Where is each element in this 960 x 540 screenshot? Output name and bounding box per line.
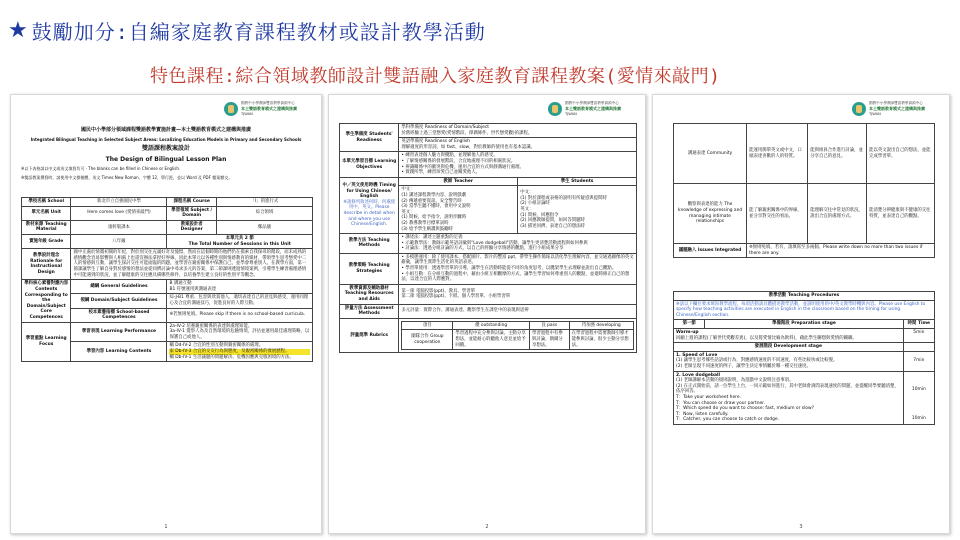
general-value-1: B 溝通互動 [169, 281, 192, 287]
objective-item: • 練習表達個人魅力與優點，並理解他人的感受。 [401, 153, 634, 159]
subject-value: 綜合領域 [216, 206, 312, 220]
rubrics-label: 評量規準 Rubrics [340, 318, 399, 352]
timing-note: ※請條列敘述何時、何處使用中、英文。Please describe in detail when and where you use Chinese/English. [343, 199, 396, 228]
teacher-zh-1: (1) 講述課程教學內容、說明戲劇 [401, 192, 467, 198]
core-label: 學科核心素養對應內容 Contents Corresponding to the Domain/Subject Core Competences [22, 280, 71, 323]
teacher-zh-2: (2) 傳遞重要資訊、安全警告時 [401, 198, 462, 204]
rationale-label: 教學設計理念 Rationale for Instructional Design [22, 249, 71, 280]
knowledge-label: 觀察與表達的能力 The knowledge of expressing and managing intimate relationships [674, 184, 747, 244]
unit-label: 單元名稱 Unit [22, 206, 71, 220]
strategy-item: • 學習單使用：透過學習單的引導，讓學生在活動時能從不同的角度思考，以鷹架學生去理解並說出自己觀點。 [401, 266, 634, 272]
teacher-zh-label: 中文： [401, 187, 415, 193]
method-item: • 討論法：透過分組討論的方式，以自己的經驗分享情感的觀點，進行小組成果分享 [401, 246, 634, 252]
logo-text: 國教中小學教師雙語教學資源中心 本土雙語教育模式之建構與推廣 TJWAN [565, 101, 621, 116]
timing-label: 中／英文使用時機 Timing for Using Chinese/ English [342, 183, 396, 200]
methods-label: 教學方法 Teaching Methods [340, 234, 399, 254]
rubric-item-header: 項目 [402, 321, 453, 330]
rubrics-cell [399, 318, 637, 352]
plan-title-zh: 雙語課程教案設計 [141, 145, 190, 152]
objective-item: • 實踐所學，練習珍愛自己並關愛他人。 [401, 170, 634, 176]
dialogue-line: T：Catcher, you can choose to catch or dodge. [676, 417, 779, 423]
domain-label: 領綱 Domain/Subject Guidelines [71, 294, 167, 308]
fill-note: ※以下表格請以中文或英文填寫均可 · The blanks can be filled in Chinese or English. [21, 166, 181, 171]
readiness-english [399, 138, 637, 152]
competence-table [673, 123, 935, 258]
lesson-plan-page-2 [328, 94, 646, 534]
focus-label: 學習重點 Learning Focus [22, 322, 71, 362]
activity-1-step-1: (1) 讓學生思考哪些話語或行為，對應感情速度的不同速度，有些比較快或比較慢。 [676, 358, 838, 364]
logo-text: 國教中小學教師雙語教學資源中心 本土雙語教育模式之建構與推廣 TJWAN [241, 101, 297, 116]
rubric-row-label: 團隊合作 Group cooperation [402, 330, 453, 350]
procedures-table [673, 291, 935, 425]
assessment-label: 評量方法 Assessment Methods [340, 304, 399, 318]
page-number: 3 [799, 524, 803, 530]
slide-title-text: 鼓勵加分:自編家庭教育課程教材或設計教學活動 [31, 20, 486, 44]
performance-value [167, 322, 313, 342]
community-1: 能運用簡單英文或中文，口頭表達喜歡的人的特質。 [747, 124, 808, 184]
content-value-1: 輔 Dd-IV-2 合宜的性別互動與親密關係的處理。 [169, 343, 264, 349]
strategies-list [399, 253, 637, 284]
prep-stage-header: 準備階段 Preparation stage [705, 320, 903, 329]
strategies-label: 教學策略 Teaching Strategies [340, 253, 399, 284]
readiness-domain-text: 於舊經驗上過三堂戀愛(愛情階段、擇偶條件、世代戀愛觀)的課程。 [401, 130, 533, 136]
content-label: 學習內容 Learning Contents [71, 342, 167, 362]
student-en-2: (2) 回應教師提問，如回答問題時 [520, 218, 585, 224]
plan-heading-en: Integrated Bilingual Teaching in Selected Subject Areas: Localizing Education Models in Primary and Secondary Schools [30, 136, 302, 142]
lesson-plan-page-1 [10, 94, 322, 534]
activity-1 [674, 351, 904, 371]
student-en-label: 英文： [520, 206, 534, 212]
session-1-label: 第一節 [674, 320, 705, 329]
student-zh-label: 中文： [520, 190, 534, 196]
rubric-outstanding-header: 優 outstanding [453, 321, 530, 330]
sessions-label-en: The Total Number of Sessions in this Unit [188, 241, 291, 247]
teacher-header: 教師 Teacher [399, 177, 518, 186]
warmup-title: Warm-up [676, 329, 699, 335]
time-header: 時間 Time [903, 320, 934, 329]
logo-icon [852, 102, 866, 116]
dialogue-line: T：Now, listen carefully. [676, 411, 729, 417]
school-based-label: 校本素養指標 School-based Competences [71, 308, 167, 322]
objectives-list [399, 152, 637, 177]
readiness-english-title: 英語準備度 Readiness of English [401, 139, 470, 145]
teacher-en-label: 英文： [401, 209, 415, 215]
objective-item: • 了解情感關係的發展階段，合宜地處理不同的相處狀況。 [401, 159, 634, 165]
assessment-value: 多元評量：實際合作、溝通表達、觀察學生在課堂中的表現與思辨 [399, 304, 637, 318]
logo-icon [224, 102, 238, 116]
rubric-outstanding: 學習過程中充分參與討論，主動分享想法，並能耐心聆聽他人意見並給予回饋。 [453, 330, 530, 350]
activity-2-step-2: (2) 在正式開始前，請一位學生上台，一同示範如何進行，其中老師會詢問表現速度的問題，並提醒同學要聽清楚，依序回答。 [676, 383, 899, 395]
lesson-plan-page-3 [652, 94, 950, 534]
center-logo [548, 101, 635, 117]
procedures-header: 教學活動 Teaching Procedures [674, 292, 935, 301]
time-10min: 10min [911, 416, 926, 422]
timing-cell [340, 177, 399, 233]
plan-title-en: The Design of Bilingual Lesson Plan [105, 155, 227, 163]
teacher-en-2: (2) 教導教學目標單詞時 [401, 220, 449, 226]
dialogue-line: T：Take your worksheet here. [676, 394, 741, 400]
school-based-value: ※若無則免填。Please skip if there is no school-based curricula. [167, 308, 313, 322]
grade-value: 八年級 [71, 234, 167, 248]
page-number: 1 [164, 524, 168, 530]
knowledge-2: 能理解交往中常見的狀況，說出合宜的處理方式。 [808, 184, 867, 244]
logo-text: 國教中小學教師雙語教學資源中心 本土雙語教育模式之建構與推廣 TJWAN [869, 101, 925, 116]
activity-2 [674, 371, 904, 424]
general-value-2: B1 符號運用與溝通表達 [169, 286, 217, 292]
teacher-en-3: (3) 給予學生稱讚與鼓勵時 [401, 226, 453, 232]
student-en-3: (3) 描述同儕、表達自己的想法時 [520, 223, 585, 229]
student-zh-2: (2) 小組討論時 [520, 201, 550, 207]
procedures-note: ※請以下欄位要求填寫教學流程，每項活動請具體描述教學活動，並說明使用的中/英文教學時機與內容。Please use English to specify how teaching activities are executed in English in the classroom based on the timing for using Chinese/English section. [674, 300, 935, 320]
readiness-english-text: 理解適度的形容詞，如 fast、slow，對於教師的使用也有基本認識。 [401, 144, 535, 150]
strategy-item: • 多模態運用：除了使用課本、搭配圖片、影片的豐富 ppt，帶學生操作簡報以活化學生理解內容，並交通過圖像的英文辭彙，讓學生實際生活化的英語表述。 [401, 255, 634, 266]
school-label: 學校名稱 School [22, 198, 71, 207]
sessions-label: 本單元共 2 節 [225, 235, 254, 241]
rubric-developing-header: 待加強 developing [569, 321, 633, 330]
knowledge-3: 能清楚分辨健康與不健康的交往特質，並表達自己的觀點。 [867, 184, 935, 244]
unit-value: Here comes love (愛情來敲門) [71, 206, 167, 220]
resource-1: 第一節 電腦投影(ppt)、教具、學習單 [401, 288, 475, 294]
performance-label: 學習表現 Learning Performance [71, 322, 167, 342]
knowledge-1: 能了解親密關係中的界線，並分享對交往的看法。 [747, 184, 808, 244]
slide-title [8, 16, 486, 45]
rubric-pass: 學習過程中有參與討論，偶爾分享想法。 [529, 330, 569, 350]
material-value: 康軒版課本 [71, 220, 167, 234]
performance-value-2: 3a-IV-1 覺察人為及自然環境的危險情境，評估並運用最佳處理策略，以保護自己或他人。 [169, 329, 310, 340]
material-label: 教材來源 Teaching Material [22, 220, 71, 234]
activity-1-title: 1. Speed of Love [676, 352, 718, 358]
teacher-en-1: (1) 問候、給予指令、說明步驟時 [401, 215, 467, 221]
method-item: • 講述法：講述主題重點的定義 [401, 235, 634, 241]
readiness-domain-title: 學科準備度 Readiness of Domain/Subject [401, 125, 490, 130]
lesson-detail-table [339, 123, 637, 353]
general-label: 總綱 General Guidelines [71, 280, 167, 294]
star-icon: ★ [8, 18, 28, 43]
rubrics-table [401, 321, 634, 350]
objective-item: • 辨識關係中的衝突與危機，運用合宜的方式與靜溝通行處理。 [401, 165, 634, 171]
activity-1-step-2: (2) 老師呈現不同速度的例子，讓學生決定事情屬於哪一種交往速度。 [676, 363, 811, 369]
dialogue-line: T：You can choose or draw your partner. [676, 400, 765, 406]
performance-value-1: 2a-IV-2 培養親密關係的表達與處理知能。 [169, 323, 253, 329]
rubric-developing: 在學習過程中需要教師引導才能參與討論，很少主動分享想法。 [569, 330, 633, 350]
dev-stage-header: 發展階段 Development stage [674, 343, 904, 352]
community-3: 能以英文說出自己的想法，並能完成學習單。 [867, 124, 935, 184]
content-value [167, 342, 313, 362]
student-zh-1: (1) 對於課程或表格的說明有所疑惑與提問時 [520, 195, 607, 201]
resources-value [399, 284, 637, 304]
domain-value: 綜-J-B1 尊重、包容與欣賞他人，適切表達自己的意見與感受，運用同理心及合宜的溝通技巧，促進良好的人際互動。 [167, 294, 313, 308]
community-label: 溝通表達 Community [674, 124, 747, 184]
center-logo [224, 101, 311, 117]
activity-2-times [903, 371, 934, 424]
student-en-1: (1) 問候、回應指令 [520, 212, 559, 218]
slide-subtitle: 特色課程:綜合領域教師設計雙語融入家庭教育課程教案(愛情來敲門) [150, 66, 721, 87]
format-note: ※雙語教案撰寫時，請使用中文標楷體，英文 Times New Roman，字體 12，單行距，並以 Word 及 PDF 檔案繳交。 [21, 174, 233, 180]
sessions-cell [167, 234, 313, 248]
method-item: • 示範教學法：教師示範英語詞彙與"Love dodgeball"活動，讓學生更清楚活動流程與如何參與 [401, 241, 634, 247]
course-value: 「I」的進行式 [216, 198, 312, 207]
methods-list [399, 234, 637, 254]
activity-2-title: 2. Love dodgeball [676, 372, 720, 378]
teacher-timing [399, 186, 518, 234]
lesson-plan-heading [21, 127, 311, 183]
issues-label: 議題融入 Issues Integrated [674, 244, 747, 258]
student-header: 學生 Students [518, 177, 637, 186]
warmup-text: 回顧上週的課程(了解世代愛觀差異)，以及將愛情比喻為飲料)，藉此學生聯想與愛情的關聯。 [676, 335, 857, 341]
activity-2-step-1: (1) 老師講解本活動的規則說明，為遊戲中文說明注意事項。 [676, 378, 794, 384]
grade-label: 實施年級 Grade [22, 234, 71, 248]
resource-2: 第二節 電腦投影(ppt)、卡紙、個人學習單、小組學習單 [401, 294, 511, 300]
designer-label: 教案設計者 Designer [167, 220, 216, 234]
general-value [167, 280, 313, 294]
resources-label: 教學資源及輔助器材 Teaching Resources and Aids [340, 284, 399, 304]
rationale-value: 國中正處於情竇初開的年紀，對於別交往充滿好奇及憧憬，然而在這個時期的他們仍在摸索自我探尋的階段，而未成熟的感情觀念容易影響與人相處上也還沒辦法拿捏好界線，因此本單元以各種性別與情感教育的媒材，帶領學生思考戀愛中二人的情感與互動，讓學生探討交往可能面臨的問題，並學習在親密關係中保護自己，並學會尊重別人。在教學方面，第一節課讓學生了解自身對於感情的想法並從同儕討論中尋求多元的答案，第二節課則透過情境案例，引導學生練習處理感情中可能遇到的狀況，並了解健康的交往應具備哪些條件，以培養學生建立良好的性別平等觀念。 [71, 249, 313, 280]
issues-value: ※無則免填，若有，請填寫至多兩個。Please write down no more than two issues if there are any. [747, 244, 935, 258]
readiness-domain [399, 124, 637, 138]
dialogue-line: T：Which speed do you want to choose: fast, medium or slow? [676, 406, 814, 412]
page-number: 2 [485, 524, 489, 530]
lesson-info-table [21, 197, 313, 362]
content-value-2-highlighted: 家 Db-IV-3 合宜的交友行為與態度，及親密關係的發展歷程。 [169, 349, 310, 355]
time-7min: 7min [903, 351, 934, 371]
center-logo [852, 101, 939, 117]
time-5min: 5min [903, 328, 934, 342]
content-value-3: 輔 Db-IV-1 生活議題的問題解決、危機因應與克服困境的方法。 [169, 354, 294, 360]
rubric-pass-header: 良 pass [529, 321, 569, 330]
designer-value: 鄭品儀 [216, 220, 312, 234]
time-10min: 10min [911, 386, 926, 392]
plan-heading-zh: 國民中小學部分領域課程雙語教學實施計畫—本土雙語教育模式之建構與推廣 [80, 127, 251, 133]
warmup-cell [674, 328, 904, 342]
student-timing [518, 186, 637, 234]
subject-label: 學習領域 Subject / Domain [167, 206, 216, 220]
logo-icon [548, 102, 562, 116]
course-label: 課程名稱 Course [167, 198, 216, 207]
strategy-item: • 小組互動：在分組互動的過程中，藉由小組互相觀摩的方式，讓學生學習如何尊重別人的觀點，並適時修正自己的想法，以達合宜的人際應對。 [401, 272, 634, 283]
school-value: 新北市立自強國民中學 [71, 198, 167, 207]
teacher-zh-3: (3) 當學生聽不懂時，會用中文說明 [401, 204, 471, 210]
readiness-label: 學生準備度 Students' Readiness [340, 124, 399, 152]
community-2: 能與組員合作進行討論，並分享自己的意見。 [808, 124, 867, 184]
objectives-label: 本單元學習目標 Learning Objectives [340, 152, 399, 177]
